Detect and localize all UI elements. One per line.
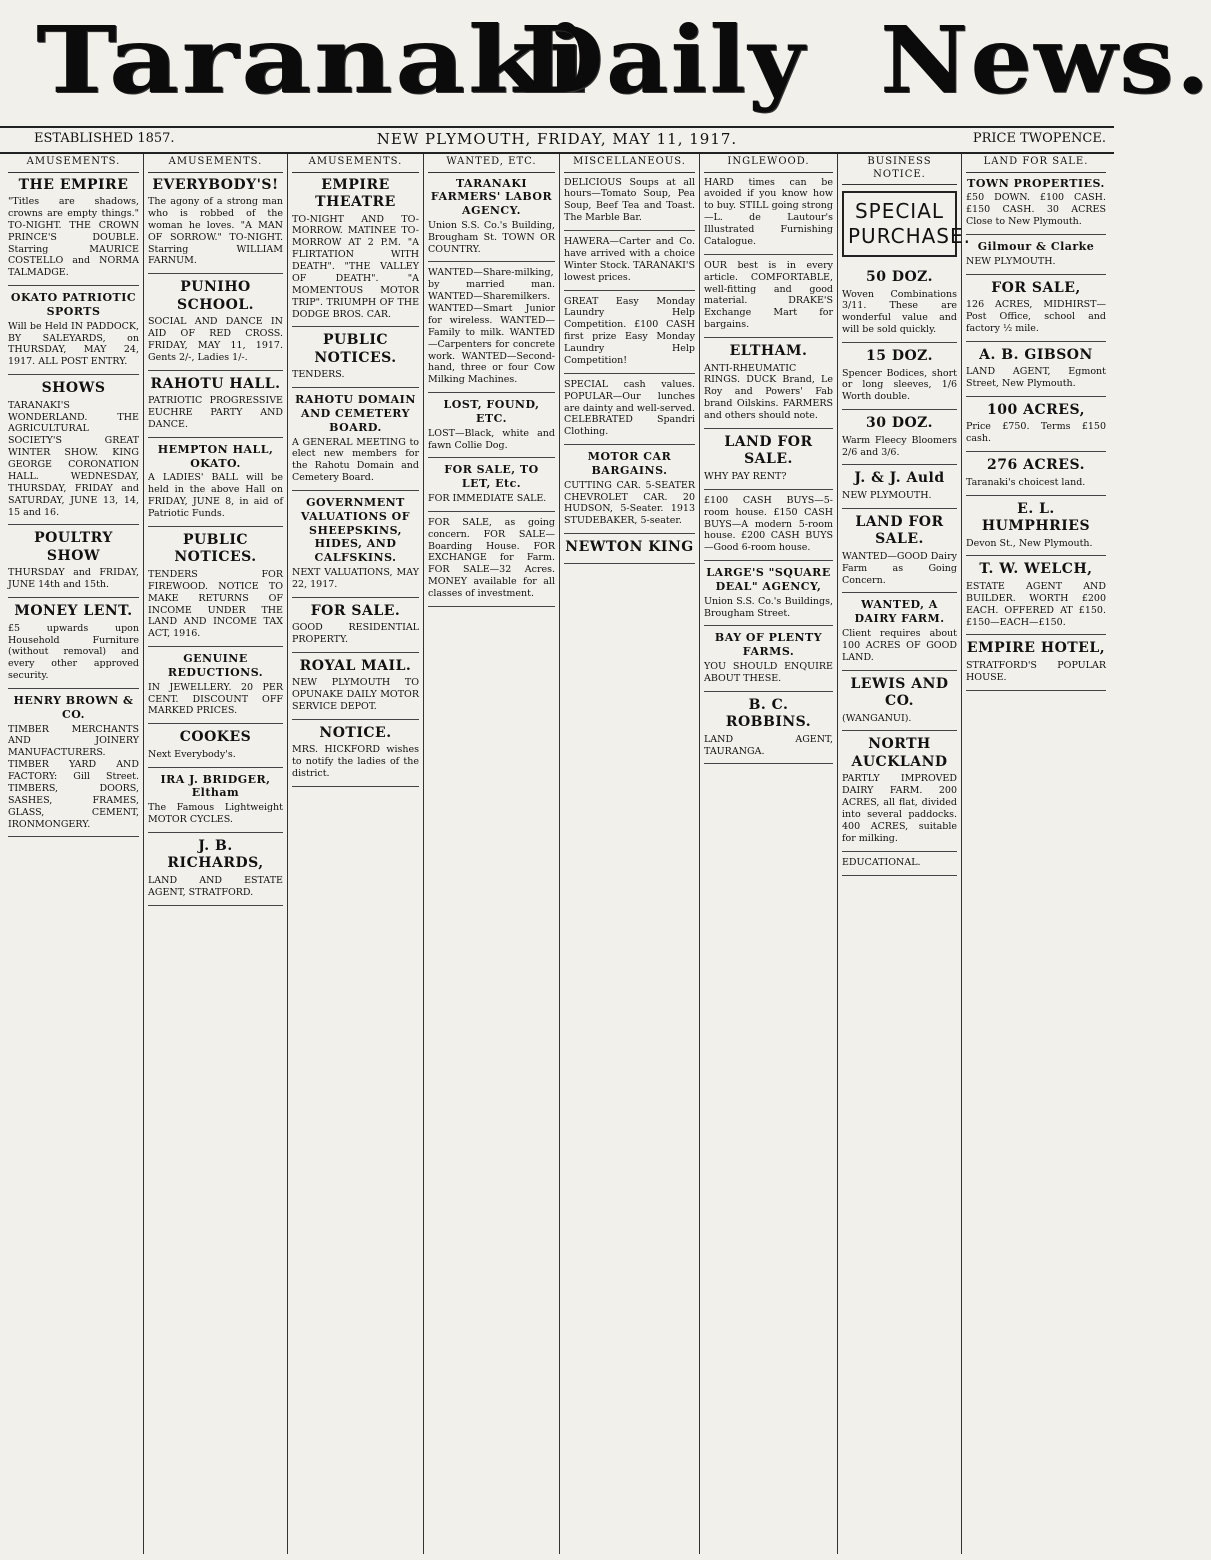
column-rule <box>842 670 957 671</box>
column-rule <box>842 409 957 410</box>
dateline-price: PRICE TWOPENCE. <box>972 131 1106 146</box>
special-purchase-box <box>842 191 971 257</box>
advertisement <box>564 177 695 225</box>
advertisement <box>966 240 1106 268</box>
column-rule <box>704 254 833 255</box>
column-rule <box>292 597 419 598</box>
advertisement-body: DELICIOUS Soups at all hours—Tomato Soup, Pea Soup, Beef Tea and Toast. The Marble Bar. <box>564 176 695 224</box>
advertisement-heading: LARGE'S "SQUARE DEAL" AGENCY, <box>706 566 831 593</box>
advertisement-heading: 15 DOZ. <box>865 348 934 364</box>
advertisement <box>8 177 139 280</box>
advertisement-heading: E. L. HUMPHRIES <box>981 500 1091 534</box>
advertisement-heading: OKATO PATRIOTIC SPORTS <box>10 291 137 318</box>
advertisement <box>564 450 695 527</box>
advertisement-body: STRATFORD'S POPULAR HOUSE. <box>966 659 1106 683</box>
advertisement-heading: POULTRY SHOW <box>34 530 113 564</box>
advertisement-heading: TOWN PROPERTIES. <box>967 176 1105 190</box>
advertisement <box>704 495 833 554</box>
advertisement <box>148 652 283 717</box>
advertisement-body: LAND AGENT, Egmont Street, New Plymouth. <box>966 366 1106 389</box>
column-rule <box>704 428 833 429</box>
advertisement-body: Woven Combinations 3/11. These are wonderful value and will be sold quickly. <box>842 288 957 336</box>
advertisement <box>842 514 957 587</box>
column-rule <box>8 524 139 525</box>
advertisement-body: WANTED—Share-milking, by married man. WANTED—Sharemilkers. WANTED—Smart Junior for wireless. WANTED—Family to milk. WANTED—Carpenters for concrete work. WANTED—Second-hand, three or four Cow Milking Machines. <box>428 267 555 386</box>
advertisement <box>428 398 555 451</box>
masthead-word-taranaki: Taranaki <box>36 6 589 114</box>
advertisement-body: LAND AGENT, TAURANGA. <box>704 733 833 757</box>
advertisement-heading: EMPIRE THEATRE <box>315 176 396 210</box>
advertisement-heading: Gilmour & Clarke <box>977 239 1095 253</box>
advertisement <box>428 463 555 504</box>
advertisement <box>428 517 555 600</box>
advertisement <box>292 177 419 321</box>
column-rule <box>966 341 1106 342</box>
advertisement-body: NEW PLYMOUTH TO OPUNAKE DAILY MOTOR SERVICE DEPOT. <box>292 677 419 712</box>
advertisement-body: NEXT VALUATIONS, MAY 22, 1917. <box>292 566 419 590</box>
column-rule <box>292 719 419 720</box>
advertisement-body: Next Everybody's. <box>148 748 236 760</box>
column-rule <box>148 526 283 527</box>
advertisement-heading: LAND FOR SALE. <box>855 513 944 548</box>
advertisement-heading: EVERYBODY'S! <box>152 176 279 193</box>
advertisement-body: WANTED—GOOD Dairy Farm as Going Concern. <box>842 550 957 586</box>
advertisement-body: ANTI-RHEUMATIC RINGS. DUCK Brand, Le Roy and Powers' Fab brand Oilskins. FARMERS and others should note. <box>704 362 833 421</box>
advertisement-heading: NOTICE. <box>319 724 392 741</box>
column-6 <box>700 154 838 1554</box>
advertisement-body: TARANAKI'S WONDERLAND. THE AGRICULTURAL SOCIETY'S GREAT WINTER SHOW. KING GEORGE CORONATION HALL. WEDNESDAY, THURSDAY, FRIDAY and SATURDAY, JUNE 13, 14, 15 and 16. <box>8 399 139 518</box>
advertisement-body: Union S.S. Co.'s Buildings, Brougham Street. <box>704 595 833 619</box>
column-rule <box>564 533 695 534</box>
column-heading: AMUSEMENTS. <box>8 154 139 173</box>
masthead <box>0 0 1211 122</box>
column-rule <box>966 451 1106 452</box>
advertisement-body: SPECIAL cash values. POPULAR—Our lunches are dainty and well-served. CELEBRATED Spandri Clothing. <box>564 378 696 438</box>
advertisement-heading: GENUINE REDUCTIONS. <box>167 652 264 679</box>
column-rule <box>842 592 957 593</box>
advertisement-body: £50 DOWN. £100 CASH. £150 CASH. 30 ACRES Close to New Plymouth. <box>966 192 1106 227</box>
advertisement-heading: PUBLIC NOTICES. <box>174 531 257 566</box>
advertisement-heading: PUNIHO SCHOOL. <box>176 279 255 313</box>
advertisement-heading: FOR SALE. <box>310 602 401 619</box>
column-rule <box>966 274 1106 275</box>
advertisement <box>292 725 419 780</box>
advertisement <box>148 177 283 268</box>
advertisement-body: 126 ACRES, MIDHIRST—Post Office, school and factory ½ mile. <box>966 299 1106 334</box>
advertisement-body: "Titles are shadows, crowns are empty things." TO-NIGHT. THE CROWN PRINCE'S DOUBLE. Starring MAURICE COSTELLO and NORMA TALMADGE. <box>8 196 139 279</box>
advertisement <box>966 280 1106 335</box>
column-rule <box>564 230 695 231</box>
advertisement-body: TENDERS FOR FIREWOOD. NOTICE TO MAKE RETURNS OF INCOME UNDER THE LAND AND INCOME TAX ACT, 1916. <box>148 568 283 640</box>
column-rule <box>966 555 1106 556</box>
dateline <box>0 126 1114 154</box>
advertisement-body: TO-NIGHT AND TO-MORROW. MATINEE TO-MORROW AT 2 P.M. "A FLIRTATION WITH DEATH". "THE VALLEY OF DEATH". "A MOMENTOUS MOTOR TRIP". TRIUMPH OF THE DODGE BROS. CAR. <box>292 213 419 320</box>
advertisement <box>842 857 957 869</box>
column-rule <box>966 495 1106 496</box>
advertisement-body: YOU SHOULD ENQUIRE ABOUT THESE. <box>704 660 833 684</box>
advertisement-heading: 50 DOZ. <box>865 269 934 285</box>
advertisement <box>966 402 1106 445</box>
advertisement <box>842 676 957 725</box>
column-rule <box>8 688 139 689</box>
advertisement-heading: RAHOTU DOMAIN AND CEMETERY BOARD. <box>295 393 416 434</box>
advertisement <box>966 561 1106 628</box>
column-rule <box>8 836 139 837</box>
advertisement <box>292 393 419 484</box>
advertisement-body: WHY PAY RENT? <box>704 470 787 482</box>
advertisement-body: A LADIES' BALL will be held in the above Hall on FRIDAY, JUNE 8, in aid of Patriotic Funds. <box>148 472 283 519</box>
advertisement-body: Taranaki's choicest land. <box>966 476 1086 488</box>
column-rule <box>8 597 139 598</box>
advertisement <box>148 279 283 364</box>
advertisement-heading: RAHOTU HALL. <box>150 375 281 392</box>
column-rule <box>842 875 957 876</box>
advertisement <box>292 603 419 646</box>
column-rule <box>966 234 1106 235</box>
advertisement <box>704 260 833 331</box>
advertisement-body: £100 CASH BUYS—5-room house. £150 CASH BUYS—A modern 5-room house. £200 CASH BUYS—Good 6-room house. <box>704 494 833 554</box>
column-rule <box>292 786 419 787</box>
advertisement <box>966 177 1106 228</box>
advertisement-heading: 30 DOZ. <box>865 415 934 432</box>
advertisement-heading: J. & J. Auld <box>854 470 945 487</box>
advertisement <box>564 236 695 284</box>
advertisement-heading: SHOWS <box>41 380 106 397</box>
advertisement-heading: THE EMPIRE <box>18 176 129 193</box>
column-rule <box>564 290 695 291</box>
advertisement-body: LOST—Black, white and fawn Collie Dog. <box>428 427 555 451</box>
column-rule <box>564 373 695 374</box>
advertisement-body: PARTLY IMPROVED DAIRY FARM. 200 ACRES, all flat, divided into several paddocks. 400 ACRES, suitable for milking. <box>842 773 957 844</box>
column-rule <box>704 625 833 626</box>
advertisement-heading: PUBLIC NOTICES. <box>314 332 397 366</box>
column-heading: WANTED, ETC. <box>428 154 555 173</box>
advertisement-body: Price £750. Terms £150 cash. <box>966 421 1106 445</box>
column-rule <box>428 392 555 393</box>
advertisement <box>428 267 555 386</box>
advertisement-heading: HEMPTON HALL, OKATO. <box>157 442 274 470</box>
column-rule <box>966 634 1106 635</box>
column-3 <box>288 154 424 1554</box>
advertisement-heading: 276 ACRES. <box>987 457 1085 474</box>
column-rule <box>148 767 283 768</box>
advertisement-heading: GOVERNMENT VALUATIONS OF SHEEPSKINS, HIDES, AND CALFSKINS. <box>300 496 411 564</box>
column-5 <box>560 154 700 1554</box>
advertisement-body: GREAT Easy Monday Laundry Help Competition. £100 CASH first prize Easy Monday Laundry Help Competition! <box>564 295 695 366</box>
advertisement-heading: NEWTON KING <box>565 539 694 556</box>
advertisement-body: SOCIAL AND DANCE IN AID OF RED CROSS. FRIDAY, MAY 11, 1917. Gents 2/-, Ladies 1/-. <box>148 316 283 363</box>
column-rule <box>428 457 555 458</box>
column-rule <box>704 337 833 338</box>
advertisement <box>428 177 555 256</box>
column-rule <box>8 285 139 286</box>
advertisement <box>564 379 695 438</box>
advertisement <box>8 694 139 830</box>
special-purchase-line: PURCHASE. <box>848 224 971 248</box>
advertisement <box>148 729 283 760</box>
column-4 <box>424 154 560 1554</box>
advertisement-heading: LEWIS AND CO. <box>850 675 949 709</box>
column-rule <box>148 646 283 647</box>
advertisement <box>966 457 1106 488</box>
advertisement-heading: TARANAKI FARMERS' LABOR AGENCY. <box>430 176 553 217</box>
advertisement <box>564 296 695 367</box>
special-purchase-line: SPECIAL <box>854 199 945 223</box>
advertisement-body: Warm Fleecy Bloomers 2/6 and 3/6. <box>842 434 957 458</box>
advertisement <box>704 566 833 619</box>
column-rule <box>564 563 695 564</box>
column-rule <box>148 905 283 906</box>
advertisement-body: Spencer Bodices, short or long sleeves, 1/6 Worth double. <box>842 367 957 403</box>
column-rule <box>292 326 419 327</box>
column-2 <box>144 154 288 1554</box>
advertisement-heading: T. W. WELCH, <box>979 561 1093 578</box>
advertisement-body: TENDERS. <box>292 369 345 381</box>
advertisement-heading: A. B. GIBSON <box>979 346 1093 363</box>
advertisement-body: LAND AND ESTATE AGENT, STRATFORD. <box>148 874 283 898</box>
advertisement-body: HAWERA—Carter and Co. have arrived with a choice Winter Stock. TARANAKI'S lowest prices. <box>564 236 695 283</box>
advertisement-body: GOOD RESIDENTIAL PROPERTY. <box>292 622 419 645</box>
column-rule <box>842 730 957 731</box>
advertisement <box>564 539 695 557</box>
column-rule <box>148 370 283 371</box>
advertisement-heading: NORTH AUCKLAND <box>851 736 948 770</box>
advertisement <box>966 640 1106 683</box>
advertisement-body: ESTATE AGENT AND BUILDER. WORTH £200 EACH. OFFERED AT £150. £150—EACH—£150. <box>966 580 1106 628</box>
advertisement <box>8 380 139 518</box>
column-rule <box>8 374 139 375</box>
column-heading: INGLEWOOD. <box>704 154 833 173</box>
column-rule <box>842 464 957 465</box>
advertisement <box>842 736 957 844</box>
advertisement <box>966 347 1106 390</box>
column-rule <box>148 832 283 833</box>
advertisement-heading: WANTED, A DAIRY FARM. <box>854 598 945 626</box>
advertisement-body: The agony of a strong man who is robbed of the woman he loves. "A MAN OF SORROW." TO-NIGHT. Starring WILLIAM FARNUM. <box>148 196 283 267</box>
advertisement-body: FOR SALE, as going concern. FOR SALE—Boarding House. FOR EXCHANGE for Farm. FOR SALE—32 Acres. MONEY available for all classes of investment. <box>428 516 555 599</box>
advertisement-heading: 100 ACRES, <box>987 401 1085 418</box>
advertisement-heading: J. B. RICHARDS, <box>167 837 264 872</box>
advertisement-heading: FOR SALE, <box>991 279 1081 296</box>
advertisement <box>148 773 283 826</box>
advertisement-body: EDUCATIONAL. <box>842 856 921 868</box>
column-rule <box>564 444 695 445</box>
advertisement <box>8 530 139 591</box>
advertisement <box>292 496 419 591</box>
column-rule <box>292 652 419 653</box>
advertisement <box>704 434 833 483</box>
advertisement-body: (WANGANUI). <box>842 712 912 724</box>
advertisement <box>148 443 283 520</box>
advertisement-body: NEW PLYMOUTH. <box>966 255 1056 267</box>
advertisement-heading: EMPIRE HOTEL, <box>966 640 1106 657</box>
advertisement-heading: ELTHAM. <box>729 343 808 359</box>
advertisement-body: THURSDAY and FRIDAY, JUNE 14th and 15th. <box>8 567 139 591</box>
advertisement-body: The Famous Lightweight MOTOR CYCLES. <box>148 802 283 825</box>
advertisement-heading: B. C. ROBBINS. <box>725 696 812 731</box>
advertisement-heading: COOKES <box>179 729 252 746</box>
column-heading: BUSINESS NOTICE. <box>842 154 957 185</box>
advertisement-body: HARD times can be avoided if you know how to buy. STILL going strong—L. de Lautour's Illustrated Furnishing Catalogue. <box>704 176 833 247</box>
column-rule <box>292 490 419 491</box>
advertisement-body: IN JEWELLERY. 20 PER CENT. DISCOUNT OFF MARKED PRICES. <box>148 681 283 717</box>
advertisement-body: £5 upwards upon Household Furniture (without removal) and every other approved security. <box>8 622 139 682</box>
advertisement-body: PATRIOTIC PROGRESSIVE EUCHRE PARTY AND DANCE. <box>148 395 283 430</box>
advertisement <box>842 348 957 403</box>
advertisement-body: Devon St., New Plymouth. <box>966 537 1093 549</box>
advertisement <box>292 658 419 713</box>
advertisement-body: Union S.S. Co.'s Building, Brougham St. TOWN OR COUNTRY. <box>428 219 555 255</box>
column-rule <box>148 723 283 724</box>
column-rule <box>428 606 555 607</box>
column-rule <box>704 691 833 692</box>
column-rule <box>966 690 1106 691</box>
column-rule <box>148 437 283 438</box>
advertisement <box>842 598 957 663</box>
advertisement-heading: MOTOR CAR BARGAINS. <box>587 450 672 477</box>
advertisement <box>704 343 833 422</box>
column-rule <box>148 273 283 274</box>
column-heading: AMUSEMENTS. <box>292 154 419 173</box>
advertisement-heading: BAY OF PLENTY FARMS. <box>714 631 823 659</box>
column-rule <box>428 261 555 262</box>
column-rule <box>704 560 833 561</box>
column-rule <box>842 851 957 852</box>
advertisement <box>704 177 833 248</box>
advertisement-body: TIMBER MERCHANTS AND JOINERY MANUFACTURERS. TIMBER YARD AND FACTORY: Gill Street. TIMBERS, DOORS, SASHES, FRAMES, GLASS, CEMENT, IRONMONGERY. <box>8 723 139 830</box>
advertisement-body: MRS. HICKFORD wishes to notify the ladies of the district. <box>292 744 419 780</box>
masthead-word-daily: Daily <box>520 6 807 114</box>
advertisement <box>704 631 833 684</box>
newspaper-columns <box>4 154 1110 1554</box>
advertisement-heading: LOST, FOUND, ETC. <box>443 398 540 425</box>
column-rule <box>966 396 1106 397</box>
advertisement-heading: IRA J. BRIDGER, Eltham <box>160 772 271 800</box>
advertisement-body: Client requires about 100 ACRES OF GOOD LAND. <box>842 627 957 663</box>
column-rule <box>292 387 419 388</box>
advertisement <box>966 501 1106 550</box>
advertisement <box>292 332 419 381</box>
advertisement-body: FOR IMMEDIATE SALE. <box>428 492 547 504</box>
advertisement-body: NEW PLYMOUTH. <box>842 489 932 501</box>
advertisement-heading: MONEY LENT. <box>14 603 133 620</box>
column-rule <box>842 342 957 343</box>
advertisement-heading: HENRY BROWN & CO. <box>13 694 134 721</box>
column-rule <box>428 511 555 512</box>
column-1 <box>4 154 144 1554</box>
column-7 <box>838 154 971 1554</box>
column-8 <box>962 154 1110 1554</box>
advertisement <box>8 603 139 682</box>
advertisement <box>842 470 957 501</box>
advertisement <box>704 697 833 758</box>
advertisement-body: CUTTING CAR. 5-SEATER CHEVROLET CAR. 20 HUDSON, 5-Seater. 1913 STUDEBAKER, 5-seater. <box>564 479 695 527</box>
advertisement <box>148 838 283 899</box>
dateline-established: ESTABLISHED 1857. <box>34 131 175 146</box>
advertisement-body: A GENERAL MEETING to elect new members for the Rahotu Domain and Cemetery Board. <box>292 436 419 484</box>
column-heading: MISCELLANEOUS. <box>564 154 695 173</box>
column-heading: AMUSEMENTS. <box>148 154 283 173</box>
advertisement-heading: FOR SALE, TO LET, Etc. <box>444 463 539 491</box>
advertisement <box>8 291 139 368</box>
advertisement-body: OUR best is in every article. COMFORTABLE, well-fitting and good material. DRAKE'S Exchange Mart for bargains. <box>704 259 833 331</box>
column-rule <box>704 763 833 764</box>
column-heading: LAND FOR SALE. <box>966 154 1106 173</box>
dateline-place-date: NEW PLYMOUTH, FRIDAY, MAY 11, 1917. <box>376 130 738 148</box>
advertisement <box>842 269 957 336</box>
masthead-word-news: News. <box>880 6 1211 114</box>
advertisement-heading: LAND FOR SALE. <box>724 433 813 468</box>
column-rule <box>842 508 957 509</box>
advertisement-heading: ROYAL MAIL. <box>299 657 412 674</box>
column-rule <box>704 489 833 490</box>
advertisement <box>148 376 283 431</box>
advertisement <box>148 532 283 640</box>
advertisement-body: Will be Held IN PADDOCK, BY SALEYARDS, on THURSDAY, MAY 24, 1917. ALL POST ENTRY. <box>8 320 139 368</box>
advertisement <box>842 415 957 458</box>
